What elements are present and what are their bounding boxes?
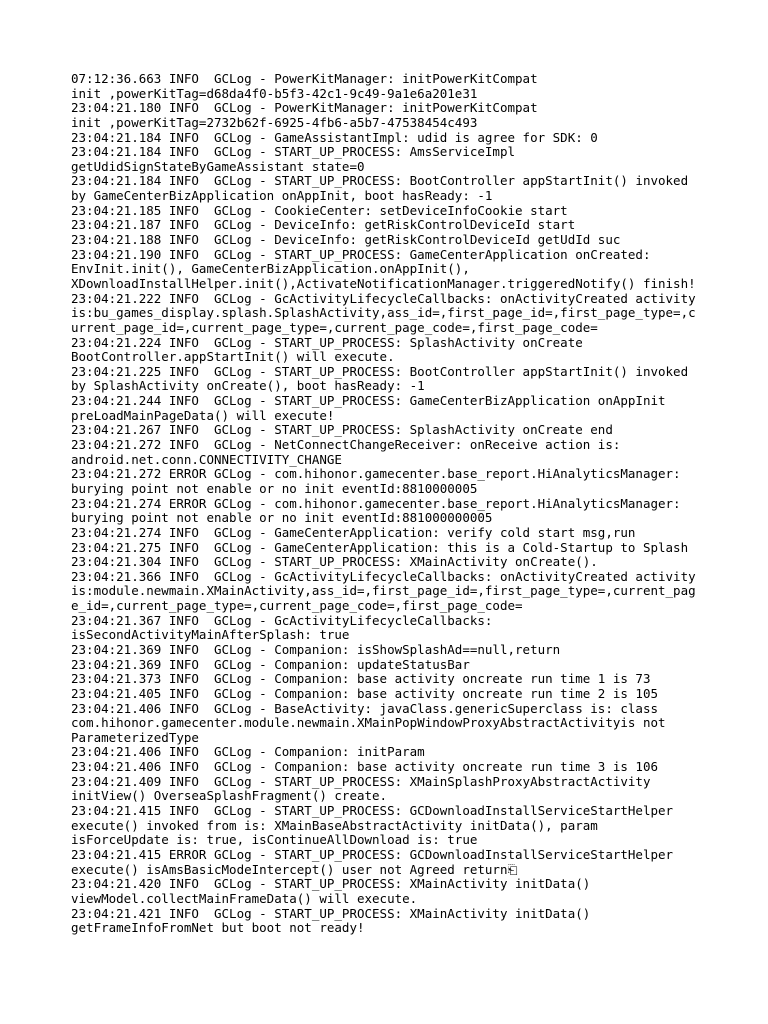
log-line: is:module.newmain.XMainActivity,ass_id=,first_page_id=,first_page_type=,current_pag [71,583,696,599]
log-line: 23:04:21.275 INFO GCLog - GameCenterApplication: this is a Cold-Startup to Splash [71,539,689,555]
log-line: init ,powerKitTag=2732b62f-6925-4fb6-a5b7-47538454c493 [71,114,478,130]
log-line: 23:04:21.415 ERROR GCLog - START_UP_PROCESS: GCDownloadInstallServiceStartHelper [71,846,674,862]
log-line: 23:04:21.180 INFO GCLog - PowerKitManager: initPowerKitCompat [71,100,538,116]
log-line: 23:04:21.405 INFO GCLog - Companion: base activity oncreate run time 2 is 105 [71,685,658,701]
log-line: 23:04:21.366 INFO GCLog - GcActivityLifecycleCallbacks: onActivityCreated activity [71,568,696,584]
log-line: 23:04:21.188 INFO GCLog - DeviceInfo: getRiskControlDeviceId getUdId suc [71,232,621,248]
log-line: 23:04:21.274 ERROR GCLog - com.hihonor.gamecenter.base_report.HiAnalyticsManager: [71,495,681,511]
log-line: by SplashActivity onCreate(), boot hasReady: -1 [71,378,425,394]
log-line: com.hihonor.gamecenter.module.newmain.XMainPopWindowProxyAbstractActivityis not [71,715,666,731]
log-line: 23:04:21.184 INFO GCLog - START_UP_PROCESS: BootController appStartInit() invoked [71,173,689,189]
log-line: XDownloadInstallHelper.init(),ActivateNotificationManager.triggeredNotify() finish! [71,275,696,291]
log-line: preLoadMainPageData() will execute! [71,407,335,423]
log-line: android.net.conn.CONNECTIVITY_CHANGE [71,451,342,467]
log-line: viewModel.collectMainFrameData() will execute. [71,890,418,906]
log-line: 23:04:21.225 INFO GCLog - START_UP_PROCESS: BootController appStartInit() invoked [71,363,689,379]
log-line: 23:04:21.406 INFO GCLog - Companion: initParam [71,744,425,760]
log-line: 23:04:21.185 INFO GCLog - CookieCenter: setDeviceInfoCookie start [71,202,568,218]
log-line: 23:04:21.420 INFO GCLog - START_UP_PROCESS: XMainActivity initData() [71,876,591,892]
log-line: 23:04:21.421 INFO GCLog - START_UP_PROCESS: XMainActivity initData() [71,905,591,921]
log-line: by GameCenterBizApplication onAppInit, boot hasReady: -1 [71,188,493,204]
log-line: 23:04:21.272 ERROR GCLog - com.hihonor.gamecenter.base_report.HiAnalyticsManager: [71,466,681,482]
log-line: 07:12:36.663 INFO GCLog - PowerKitManager: initPowerKitCompat [71,71,538,86]
log-line: 23:04:21.369 INFO GCLog - Companion: updateStatusBar [71,656,470,672]
log-line: 23:04:21.409 INFO GCLog - START_UP_PROCESS: XMainSplashProxyAbstractActivity [71,773,651,789]
log-line: EnvInit.init(), GameCenterBizApplication.onAppInit(), [71,261,470,277]
log-line: 23:04:21.272 INFO GCLog - NetConnectChangeReceiver: onReceive action is: [71,437,621,453]
log-line: is:bu_games_display.splash.SplashActivity,ass_id=,first_page_id=,first_page_type=,c [71,305,696,321]
log-line: burying point not enable or no init eventId:881000000005 [71,510,493,526]
log-line: 23:04:21.184 INFO GCLog - START_UP_PROCESS: AmsServiceImpl [71,144,516,160]
log-line: execute() isAmsBasicModeIntercept() user not Agreed return⎗ [71,861,518,877]
log-line: isSecondActivityMainAfterSplash: true [71,627,350,643]
log-line: urrent_page_id=,current_page_type=,current_page_code=,first_page_code= [71,319,598,335]
log-line: 23:04:21.373 INFO GCLog - Companion: base activity oncreate run time 1 is 73 [71,671,651,687]
log-line: getUdidSignStateByGameAssistant state=0 [71,158,365,174]
log-line: execute() invoked from is: XMainBaseAbstractActivity initData(), param [71,817,598,833]
log-line: initView() OverseaSplashFragment() create. [71,788,388,804]
log-line: init ,powerKitTag=d68da4f0-b5f3-42c1-9c49-9a1e6a201e31 [71,85,478,101]
log-line: 23:04:21.369 INFO GCLog - Companion: isShowSplashAd==null,return [71,641,561,657]
log-line: isForceUpdate is: true, isContinueAllDownload is: true [71,832,478,848]
log-line: 23:04:21.406 INFO GCLog - BaseActivity: javaClass.genericSuperclass is: class [71,700,658,716]
log-line: 23:04:21.222 INFO GCLog - GcActivityLifecycleCallbacks: onActivityCreated activity [71,290,696,306]
log-line: burying point not enable or no init eventId:8810000005 [71,480,478,496]
log-line: 23:04:21.406 INFO GCLog - Companion: base activity oncreate run time 3 is 106 [71,759,658,775]
log-document [71,72,761,936]
log-line: 23:04:21.274 INFO GCLog - GameCenterApplication: verify cold start msg,run [71,524,636,540]
log-line: getFrameInfoFromNet but boot not ready! [71,920,365,936]
log-line: 23:04:21.304 INFO GCLog - START_UP_PROCESS: XMainActivity onCreate(). [71,554,598,570]
log-line: 23:04:21.415 INFO GCLog - START_UP_PROCESS: GCDownloadInstallServiceStartHelper [71,803,674,819]
log-line: 23:04:21.224 INFO GCLog - START_UP_PROCESS: SplashActivity onCreate [71,334,583,350]
log-line: 23:04:21.187 INFO GCLog - DeviceInfo: getRiskControlDeviceId start [71,217,576,233]
log-line: 23:04:21.367 INFO GCLog - GcActivityLifecycleCallbacks: [71,612,493,628]
log-line: e_id=,current_page_type=,current_page_code=,first_page_code= [71,598,523,614]
log-line: BootController.appStartInit() will execute. [71,349,395,365]
log-line: 23:04:21.190 INFO GCLog - START_UP_PROCESS: GameCenterApplication onCreated: [71,246,651,262]
log-line: 23:04:21.184 INFO GCLog - GameAssistantImpl: udid is agree for SDK: 0 [71,129,598,145]
log-line: 23:04:21.244 INFO GCLog - START_UP_PROCESS: GameCenterBizApplication onAppInit [71,393,666,409]
log-line: 23:04:21.267 INFO GCLog - START_UP_PROCESS: SplashActivity onCreate end [71,422,613,438]
log-line: ParameterizedType [71,729,199,745]
